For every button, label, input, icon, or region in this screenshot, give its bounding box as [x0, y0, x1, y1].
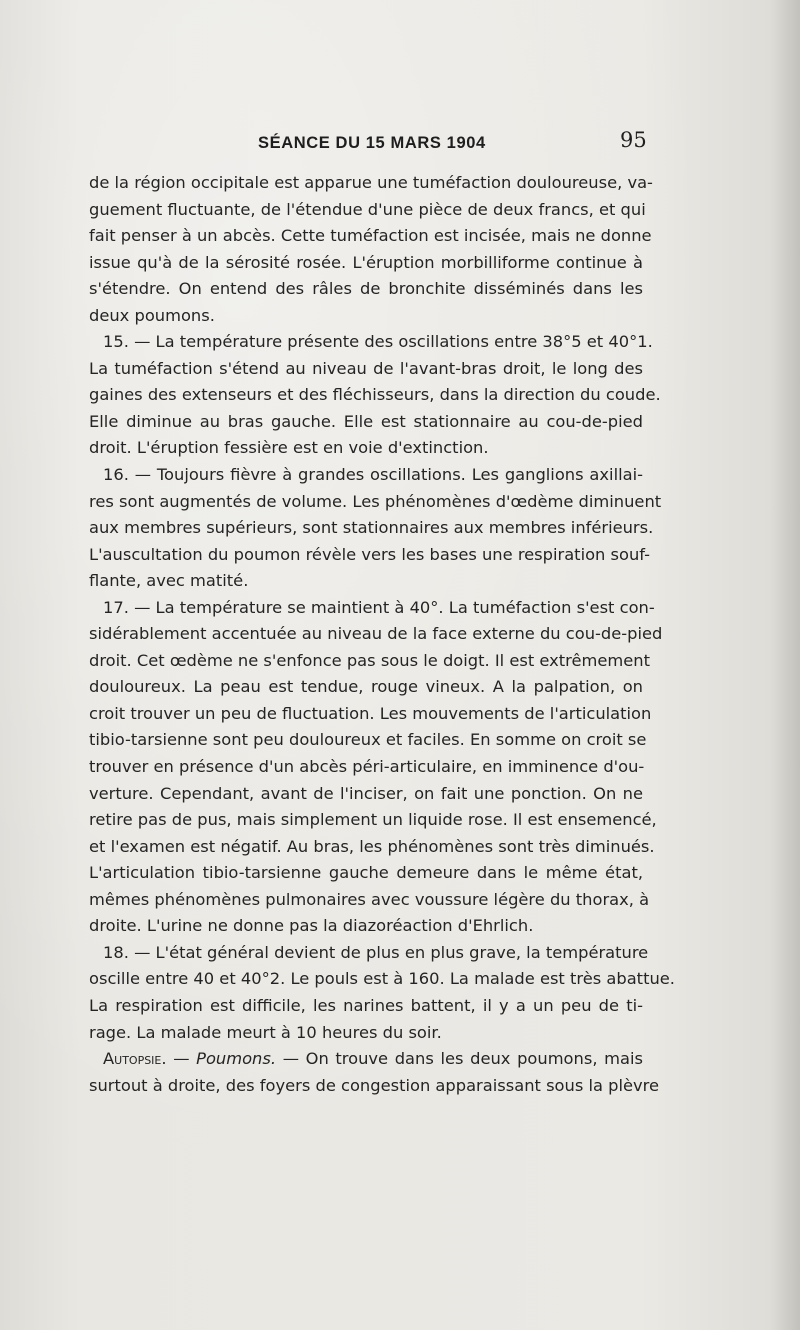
text-line: fait penser à un abcès. Cette tuméfaction est incisée, mais ne donne: [89, 226, 652, 246]
text-line: La tuméfaction s'étend au niveau de l'avant-bras droit, le long des: [89, 358, 643, 378]
text-line: oscille entre 40 et 40°2. Le pouls est à 160. La malade est très abattue.: [89, 969, 675, 989]
running-title: SÉANCE DU 15 MARS 1904: [258, 134, 486, 152]
autopsy-line: [89, 1046, 643, 1073]
text-line: 15. — La température présente des oscillations entre 38°5 et 40°1.: [103, 332, 653, 352]
running-header: [0, 126, 800, 160]
text-line: droit. L'éruption fessière est en voie d'extinction.: [89, 438, 489, 458]
text-line: droit. Cet œdème ne s'enfonce pas sous le doigt. Il est extrêmement: [89, 650, 650, 670]
text-line: croit trouver un peu de fluctuation. Les mouvements de l'articulation: [89, 703, 652, 723]
body-text: [89, 170, 675, 1099]
text-line: flante, avec matité.: [89, 571, 249, 591]
text-line: et l'examen est négatif. Au bras, les phénomènes sont très diminués.: [89, 836, 655, 856]
text-line: L'auscultation du poumon révèle vers les bases une respiration souf-: [89, 544, 651, 564]
text-line: guement fluctuante, de l'étendue d'une pièce de deux francs, et qui: [89, 199, 646, 219]
text-line: aux membres supérieurs, sont stationnaires aux membres inférieurs.: [89, 518, 654, 538]
text-line: res sont augmentés de volume. Les phénomènes d'œdème diminuent: [89, 491, 662, 511]
text-line: 17. — La température se maintient à 40°. La tuméfaction s'est con-: [103, 597, 655, 617]
text-line: mêmes phénomènes pulmonaires avec voussure légère du thorax, à: [89, 889, 650, 909]
text-line: retire pas de pus, mais simplement un liquide rose. Il est ensemencé,: [89, 810, 657, 830]
text-line: douloureux. La peau est tendue, rouge vineux. A la palpation, on: [89, 677, 643, 697]
text-line: trouver en présence d'un abcès péri-articulaire, en imminence d'ou-: [89, 757, 645, 777]
autopsy-text: — On trouve dans les deux poumons, mais: [276, 1049, 643, 1069]
text-line: Elle diminue au bras gauche. Elle est stationnaire au cou-de-pied: [89, 411, 643, 431]
autopsy-label: Autopsie.: [103, 1049, 167, 1069]
autopsy-organ: Poumons.: [196, 1049, 277, 1069]
text-line: 18. — L'état général devient de plus en plus grave, la température: [103, 942, 649, 962]
text-line: La respiration est difficile, les narines battent, il y a un peu de ti-: [89, 995, 643, 1015]
text-line: rage. La malade meurt à 10 heures du soir.: [89, 1022, 442, 1042]
text-line: gaines des extenseurs et des fléchisseurs, dans la direction du coude.: [89, 385, 661, 405]
text-line: issue qu'à de la sérosité rosée. L'éruption morbilliforme continue à: [89, 252, 643, 272]
text-line: tibio-tarsienne sont peu douloureux et faciles. En somme on croit se: [89, 730, 647, 750]
text-line: surtout à droite, des foyers de congestion apparaissant sous la plèvre: [89, 1075, 660, 1095]
page-number: 95: [620, 128, 647, 152]
text-line: deux poumons.: [89, 305, 215, 325]
text-line: verture. Cependant, avant de l'inciser, on fait une ponction. On ne: [89, 783, 643, 803]
text-line: L'articulation tibio-tarsienne gauche demeure dans le même état,: [89, 863, 643, 883]
text-line: de la région occipitale est apparue une tuméfaction douloureuse, va-: [89, 173, 653, 192]
page-gutter-shadow: [770, 0, 800, 1330]
text-line: sidérablement accentuée au niveau de la face externe du cou-de-pied: [89, 624, 663, 644]
text-line: 16. — Toujours fièvre à grandes oscillations. Les ganglions axillai-: [103, 465, 643, 485]
text-line: droite. L'urine ne donne pas la diazoréaction d'Ehrlich.: [89, 916, 534, 936]
autopsy-dash: —: [166, 1049, 197, 1069]
text-line: s'étendre. On entend des râles de bronchite disséminés dans les: [89, 279, 643, 299]
